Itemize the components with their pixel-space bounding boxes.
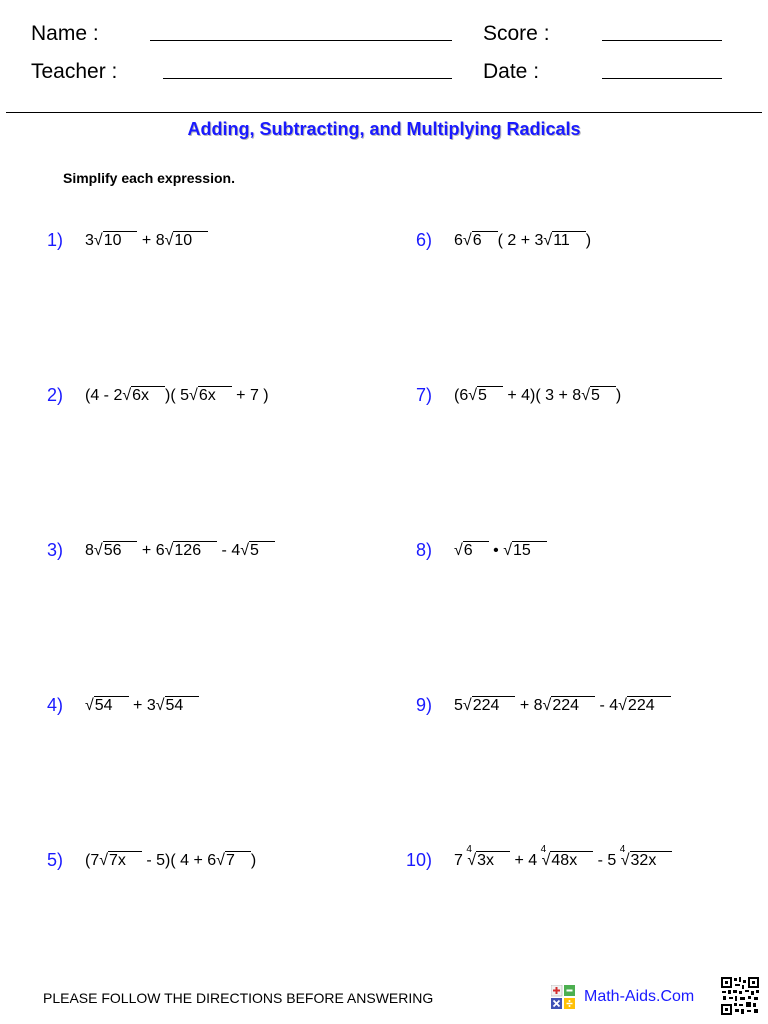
problem-number: 9) (415, 695, 432, 715)
radical: √7x (99, 852, 142, 870)
expression-text: (6 (454, 387, 469, 404)
problem-number: 7) (415, 385, 432, 405)
name-label: Name : (31, 22, 99, 45)
expression-text: )( 5 (165, 387, 190, 404)
expression-text: ) (615, 387, 622, 404)
expression-text: - 4 (217, 542, 241, 559)
radical: 4 √3x (467, 852, 510, 870)
expression-text: + 8 (515, 697, 543, 714)
radical: √54 (85, 697, 129, 715)
radical: √11 (543, 232, 585, 250)
score-line (602, 40, 722, 41)
expression-text: 7 (454, 852, 468, 869)
expression-text: + 7 ) (231, 387, 269, 404)
radical: √6 (454, 542, 489, 560)
problem-expression (85, 852, 256, 870)
expression-text: + 8 (137, 232, 165, 249)
expression-text: + 3 (128, 697, 156, 714)
teacher-line (163, 78, 452, 79)
problem-expression (454, 232, 591, 250)
problem-number: 4) (46, 695, 63, 715)
radical: √54 (156, 697, 200, 715)
teacher-label: Teacher : (31, 60, 118, 83)
date-line (602, 78, 722, 79)
expression-text: 5 (454, 697, 463, 714)
problem-expression (454, 387, 621, 405)
expression-text: - 4 (595, 697, 619, 714)
expression-text: ( 2 + 3 (497, 232, 544, 249)
expression-text: • (488, 542, 504, 559)
problem-expression (454, 697, 671, 715)
expression-text: (7 (85, 852, 100, 869)
radical: √10 (165, 232, 209, 250)
radical: √56 (94, 542, 138, 560)
expression-text: 8 (85, 542, 94, 559)
radical: √126 (165, 542, 217, 560)
problem-number: 3) (46, 540, 63, 560)
problem-number: 5) (46, 850, 63, 870)
page-title: Adding, Subtracting, and Multiplying Radicals (187, 119, 581, 139)
radical: √224 (618, 697, 670, 715)
radical: √224 (543, 697, 595, 715)
radical: √7 (216, 852, 251, 870)
header-divider (6, 112, 762, 113)
radical: √6x (189, 387, 232, 405)
radical: √10 (94, 232, 138, 250)
problem-expression (454, 844, 672, 870)
radical: √5 (581, 387, 616, 405)
expression-text: 6 (454, 232, 463, 249)
expression-text: (4 - 2 (85, 387, 123, 404)
radical: √5 (468, 387, 503, 405)
instructions: Simplify each expression. (63, 170, 235, 186)
expression-text: + 6 (137, 542, 165, 559)
problem-expression (454, 542, 547, 560)
expression-text: ) (250, 852, 257, 869)
name-line (150, 40, 452, 41)
problem-number: 2) (46, 385, 63, 405)
score-label: Score : (483, 22, 550, 45)
problem-number: 10) (405, 850, 432, 870)
problem-expression (85, 542, 275, 560)
math-aids-logo-icon (551, 985, 575, 1009)
expression-text: + 4)( 3 + 8 (502, 387, 582, 404)
expression-text: ) (585, 232, 592, 249)
date-label: Date : (483, 60, 540, 83)
radical: √5 (240, 542, 275, 560)
radical: 4 √32x (621, 852, 673, 870)
qr-code-icon (720, 976, 760, 1016)
problem-expression (85, 232, 208, 250)
radical: √6x (122, 387, 165, 405)
radical: 4 √48x (542, 852, 594, 870)
radical: √15 (503, 542, 547, 560)
expression-text: - 5 (593, 852, 621, 869)
problem-number: 6) (415, 230, 432, 250)
brand-link[interactable]: Math-Aids.Com (584, 988, 695, 1005)
problem-expression (85, 697, 199, 715)
radical: √224 (463, 697, 515, 715)
footer-note: PLEASE FOLLOW THE DIRECTIONS BEFORE ANSWERING (43, 990, 434, 1006)
problem-number: 8) (415, 540, 432, 560)
expression-text: 3 (85, 232, 94, 249)
expression-text: + 4 (510, 852, 542, 869)
expression-text: - 5)( 4 + 6 (141, 852, 217, 869)
problem-expression (85, 387, 269, 405)
problem-number: 1) (46, 230, 63, 250)
radical: √6 (463, 232, 498, 250)
